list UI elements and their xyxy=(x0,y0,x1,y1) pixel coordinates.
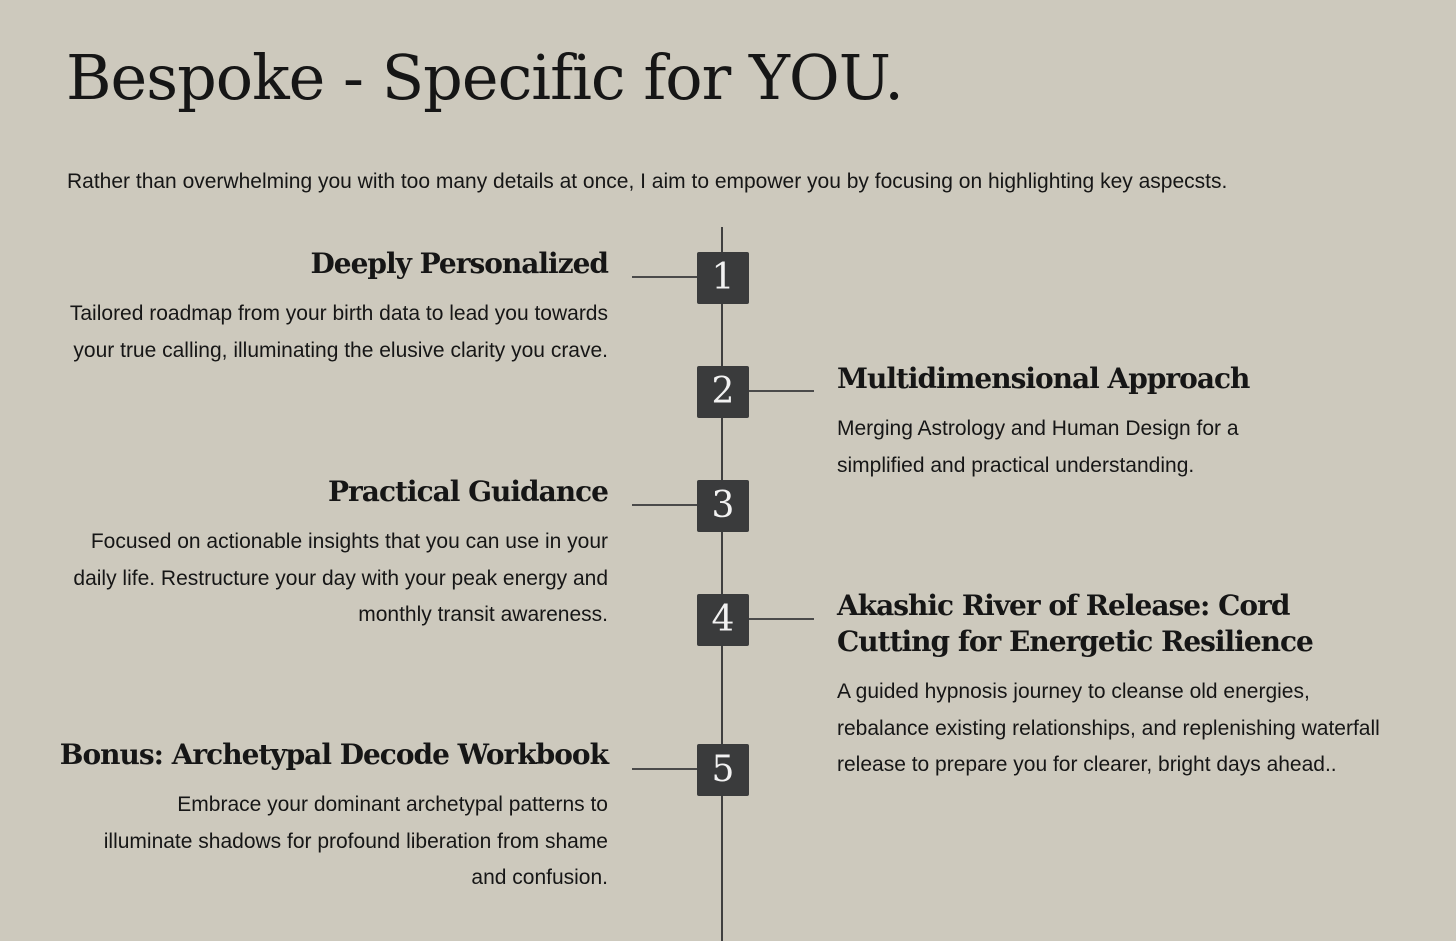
step-5-heading: Bonus: Archetypal Decode Workbook xyxy=(59,738,608,771)
step-1-description: Tailored roadmap from your birth data to lead you towards your true calling, illuminating the elusive clarity you crave. xyxy=(69,302,608,362)
connector-5 xyxy=(632,768,698,770)
connector-4 xyxy=(748,618,814,620)
intro-text: Rather than overwhelming you with too many details at once, I aim to empower you by focusing on highlighting key aspecsts. xyxy=(67,170,1228,193)
step-3-block xyxy=(48,474,608,634)
connector-2 xyxy=(748,390,814,392)
step-4-block xyxy=(837,588,1382,784)
step-number-1: 1 xyxy=(697,252,749,304)
step-number-2: 2 xyxy=(697,366,749,418)
step-5-description: Embrace your dominant archetypal patterns to illuminate shadows for profound liberation from shame and confusion. xyxy=(103,793,608,889)
step-4-heading: Akashic River of Release: Cord Cutting for Energetic Resilience xyxy=(837,589,1313,658)
connector-1 xyxy=(632,276,698,278)
step-4-description: A guided hypnosis journey to cleanse old energies, rebalance existing relationships, and replenishing waterfall release to prepare you for clearer, bright days ahead.. xyxy=(837,680,1380,776)
page-title: Bespoke - Specific for YOU. xyxy=(66,41,903,114)
timeline-line xyxy=(721,227,723,941)
step-number-4: 4 xyxy=(697,594,749,646)
step-1-block xyxy=(48,246,608,369)
connector-3 xyxy=(632,504,698,506)
step-2-heading: Multidimensional Approach xyxy=(837,362,1250,395)
step-2-description: Merging Astrology and Human Design for a simplified and practical understanding. xyxy=(837,417,1239,477)
step-5-block xyxy=(48,737,608,897)
step-number-5: 5 xyxy=(697,744,749,796)
step-number-3: 3 xyxy=(697,480,749,532)
step-3-description: Focused on actionable insights that you can use in your daily life. Restructure your day with your peak energy and monthly transit awareness. xyxy=(73,530,608,626)
step-3-heading: Practical Guidance xyxy=(328,475,608,508)
step-1-heading: Deeply Personalized xyxy=(310,247,608,280)
step-2-block xyxy=(837,361,1337,484)
